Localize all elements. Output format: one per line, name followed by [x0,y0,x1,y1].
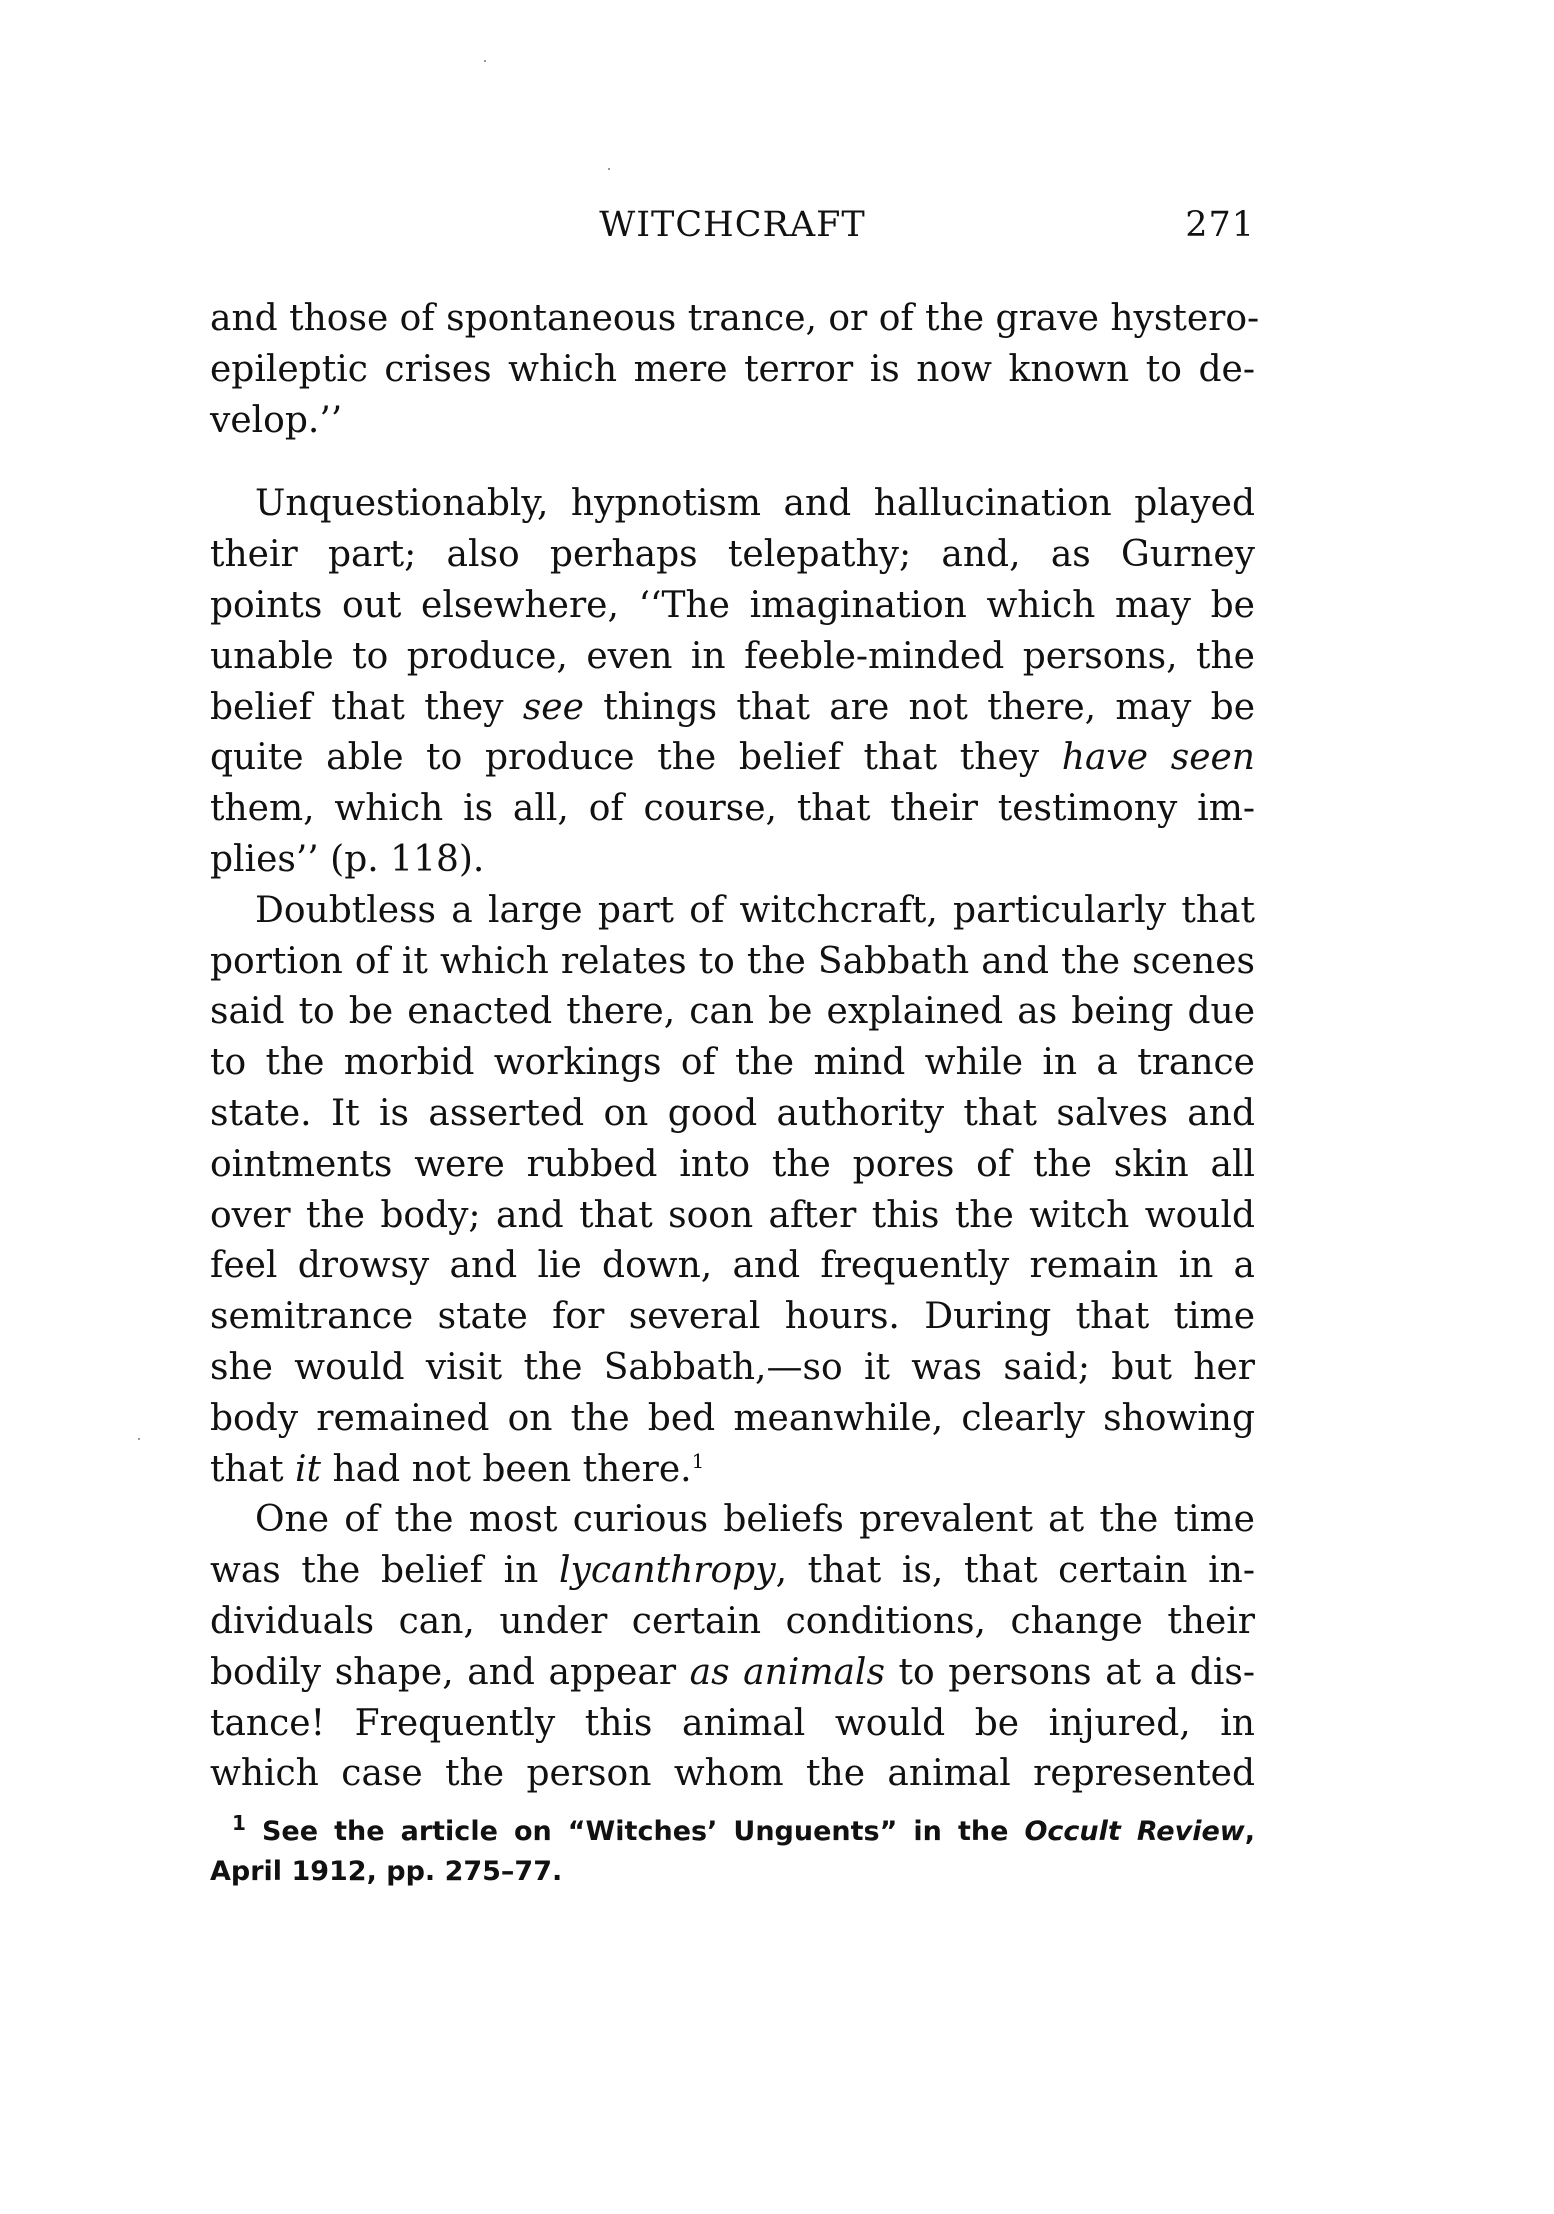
running-head [210,205,1255,265]
text-line: state. It is asserted on good authority that salves and [210,1092,1255,1134]
paper-speck [608,168,610,170]
text-line: that it had not been there.$^1$ [210,1448,705,1490]
footnote-line: April 1912, pp. 275–77. [210,1856,563,1887]
text-line: quite able to produce the belief that they have seen [210,737,1255,779]
text-line: she would visit the Sabbath,—so it was said; but her [210,1346,1255,1388]
text-line: their part; also perhaps telepathy; and, as Gurney [210,534,1255,576]
text-line: bodily shape, and appear as animals to persons at a dis- [210,1651,1255,1693]
text-line: ointments were rubbed into the pores of the skin all [210,1143,1255,1185]
page-number: 271 [1185,205,1255,245]
text-line: Unquestionably, hypnotism and hallucination played [255,483,1255,525]
footnote-marker: 1 [232,1811,246,1835]
paper-speck [138,1438,140,1440]
text-line: semitrance state for several hours. During that time [210,1296,1255,1338]
text-line: plies’’ (p. 118). [210,838,485,880]
text-line: Doubtless a large part of witchcraft, particularly that [255,889,1255,931]
footnote-line: $^1$ See the article on “Witches’ Unguents” in the Occult Review, [232,1811,1255,1847]
body-text [210,294,1260,1800]
text-line: dividuals can, under certain conditions, change their [210,1600,1255,1642]
text-line: points out elsewhere, ‘‘The imagination which may be [210,584,1255,626]
text-line: portion of it which relates to the Sabbath and the scenes [210,940,1255,982]
text-line: belief that they see things that are not there, may be [210,686,1256,728]
footnote [210,1812,1255,1892]
text-line: One of the most curious beliefs prevalent at the time [255,1499,1255,1541]
text-line: tance! Frequently this animal would be injured, in [210,1702,1255,1744]
footnote-marker: 1 [691,1448,705,1473]
text-line: and those of spontaneous trance, or of the grave hystero- [210,298,1260,339]
text-line: body remained on the bed meanwhile, clearly showing [210,1397,1255,1439]
text-line: feel drowsy and lie down, and frequently remain in a [210,1245,1255,1287]
text-line: was the belief in lycanthropy, that is, that certain in- [210,1550,1255,1592]
text-line: to the morbid workings of the mind while in a trance [210,1042,1255,1084]
running-title: WITCHCRAFT [599,205,866,245]
text-line: which case the person whom the animal represented [210,1753,1255,1795]
paragraph-gap [210,446,1255,479]
text-line: velop.’’ [210,399,343,441]
text-line: unable to produce, even in feeble-minded persons, the [210,635,1255,677]
text-line: over the body; and that soon after this the witch would [210,1194,1255,1236]
text-line: said to be enacted there, can be explained as being due [210,991,1255,1033]
paper-speck [484,60,486,62]
text-line: them, which is all, of course, that their testimony im- [210,788,1255,830]
text-line: epileptic crises which mere terror is now known to de- [210,348,1255,390]
